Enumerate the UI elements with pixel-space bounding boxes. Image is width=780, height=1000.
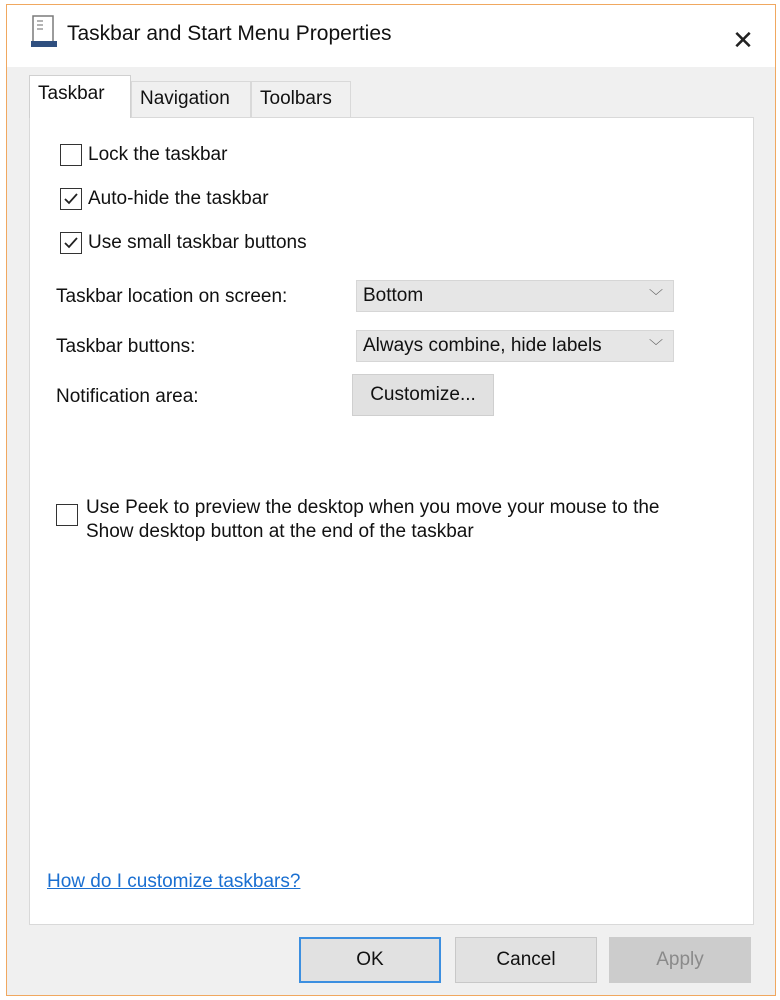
checkmark-icon	[62, 190, 80, 208]
auto-hide-label: Auto-hide the taskbar	[88, 188, 269, 209]
lock-taskbar-option[interactable]	[60, 144, 227, 166]
customize-button[interactable]: Customize...	[352, 374, 494, 416]
peek-checkbox[interactable]	[56, 504, 78, 526]
peek-label-line2: Show desktop button at the end of the taskbar	[86, 521, 474, 542]
close-button[interactable]	[725, 23, 761, 59]
properties-dialog	[6, 4, 776, 996]
auto-hide-checkbox[interactable]	[60, 188, 82, 210]
location-label: Taskbar location on screen:	[56, 286, 288, 307]
chevron-down-icon: ﹀	[649, 338, 663, 354]
location-dropdown[interactable]	[356, 280, 674, 312]
notification-area-label: Notification area:	[56, 386, 199, 407]
peek-label-line1: Use Peek to preview the desktop when you move your mouse to the	[86, 497, 660, 518]
small-buttons-option[interactable]	[60, 232, 307, 254]
taskbar-buttons-value: Always combine, hide labels	[363, 335, 602, 356]
lock-taskbar-label: Lock the taskbar	[88, 144, 228, 165]
title-bar	[7, 5, 775, 67]
apply-button[interactable]: Apply	[609, 937, 751, 983]
lock-taskbar-checkbox[interactable]	[60, 144, 82, 166]
window-title: Taskbar and Start Menu Properties	[67, 22, 392, 45]
tab-taskbar[interactable]: Taskbar	[29, 75, 131, 118]
ok-button[interactable]: OK	[299, 937, 441, 983]
checkmark-icon	[62, 234, 80, 252]
location-value: Bottom	[363, 285, 424, 306]
small-buttons-label: Use small taskbar buttons	[88, 232, 307, 253]
help-link[interactable]: How do I customize taskbars?	[47, 871, 301, 892]
tab-toolbars[interactable]: Toolbars	[251, 81, 351, 117]
cancel-button[interactable]: Cancel	[455, 937, 597, 983]
small-buttons-checkbox[interactable]	[60, 232, 82, 254]
auto-hide-option[interactable]	[60, 188, 269, 210]
chevron-down-icon: ﹀	[649, 288, 663, 304]
close-icon: ✕	[732, 25, 754, 55]
taskbar-properties-icon	[31, 15, 57, 49]
buttons-label: Taskbar buttons:	[56, 336, 196, 357]
taskbar-tab-panel	[29, 117, 754, 925]
tab-navigation[interactable]: Navigation	[131, 81, 251, 117]
peek-label	[86, 496, 726, 544]
taskbar-buttons-dropdown[interactable]	[356, 330, 674, 362]
